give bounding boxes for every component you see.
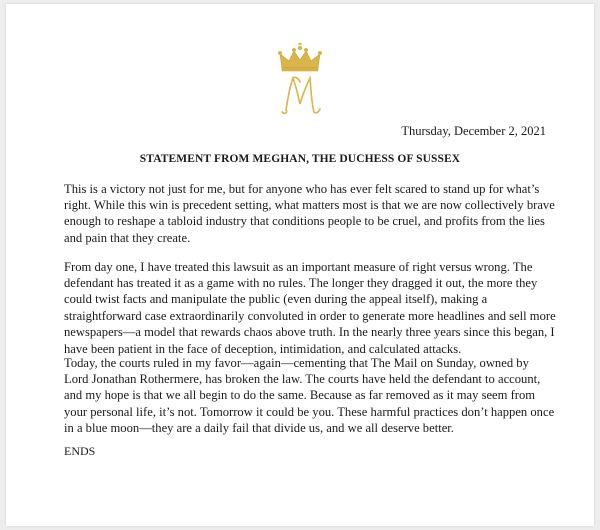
statement-date: Thursday, December 2, 2021 xyxy=(401,124,546,138)
paragraph-2: From day one, I have treated this lawsuit as an important measure of right versus wrong. The defendant has treated it as a game with no rules. The longer they dragged it out, the more they could twist facts and manipulate the public (even during the appeal itself), making a straightforward case extraordinarily convoluted in order to generate more headlines and sell more newspapers—a model that rewards chaos above truth. In the nearly three years since this began, I have been patient in the face of deception, intimidation, and calculated attacks. xyxy=(64,259,556,356)
crowned-m-monogram-icon xyxy=(272,42,328,122)
statement-document xyxy=(6,4,594,526)
ends-marker: ENDS xyxy=(64,444,96,458)
statement-title: STATEMENT FROM MEGHAN, THE DUCHESS OF SUSSEX xyxy=(139,153,461,165)
paragraph-1: This is a victory not just for me, but for anyone who has ever felt scared to stand up for what’s right. While this win is precedent setting, what matters most is that we are now collectively brave enough to reshape a tabloid industry that conditions people to be cruel, and profits from the lies and pain that they create. xyxy=(64,181,555,245)
paragraph-3: Today, the courts ruled in my favor—again—cementing that The Mail on Sunday, owned by Lord Jonathan Rothermere, has broken the law. The courts have held the defendant to account, and my hope is that we all begin to do the same. Because as far removed as it may seem from your personal life, it’s not. Tomorrow it could be you. These harmful practices don’t happen once in a blue moon—they are a daily fail that divide us, and we all deserve better. xyxy=(64,355,555,436)
